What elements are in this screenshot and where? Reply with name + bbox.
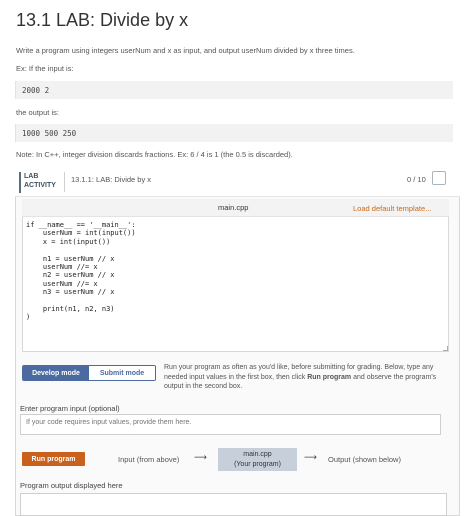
lab-header-divider [64,172,65,192]
output-shown-below-label: Output (shown below) [328,455,401,464]
example-input-text: 2000 2 [22,85,50,95]
example-output-text: 1000 500 250 [22,128,77,138]
main-cpp-program-box [218,448,297,471]
program-output-label: Program output displayed here [20,481,123,490]
lab-activity-badge [19,172,59,193]
page-title: 13.1 LAB: Divide by x [16,10,189,30]
develop-mode-button[interactable]: Develop mode [23,366,89,380]
main-cpp-label: main.cpp [243,451,272,458]
program-input-field[interactable] [20,414,441,435]
resize-handle-icon[interactable] [443,346,448,351]
division-note: Note: In C++, integer division discards fractions. Ex: 6 / 4 is 1 (the 0.5 is discarded). [16,150,293,159]
your-program-label: (Your program) [234,461,281,468]
program-input-label: Enter program input (optional) [20,404,120,413]
load-default-template-link[interactable]: Load default template... [353,204,432,213]
mode-toggle [22,365,156,381]
example-input-label: Ex: If the input is: [16,64,74,73]
submit-mode-button[interactable]: Submit mode [89,366,155,380]
input-from-above-label: Input (from above) [118,455,180,464]
run-program-button[interactable]: Run program [22,452,85,466]
lab-activity-name: 13.1.1: LAB: Divide by x [71,175,152,184]
program-output-box [20,493,447,516]
run-instructions-part1: Run your program as often as you'd like, before submitting for grading. Below, type any needed input values in the first box, then click [164,364,434,381]
run-instructions-bold: Run program [307,373,352,381]
right-arrow-icon: ⟶ [194,452,207,462]
example-input-block [15,81,453,99]
example-output-block [15,124,453,142]
checkbox-icon [432,171,446,185]
example-output-label: the output is: [16,108,59,117]
code-content[interactable]: if __name__ == '__main__': userNum = int(input()) x = int(input()) n1 = userNum // x userNum //= x n2 = userNum // x userNum //= x n3 = userNum // x print(n1, n2, n3) ) [26,221,136,322]
lab-badge-line2: ACTIVITY [24,182,56,189]
lab-badge-line1: LAB [24,173,39,180]
run-instructions [164,363,447,392]
lab-score: 0 / 10 [407,175,426,184]
problem-description: Write a program using integers userNum and x as input, and output userNum divided by x three times. [16,46,355,55]
right-arrow-icon: ⟶ [304,452,317,462]
run-instructions-part2: and observe the program's output in the second box. [164,373,437,391]
editor-file-name: main.cpp [218,203,249,212]
